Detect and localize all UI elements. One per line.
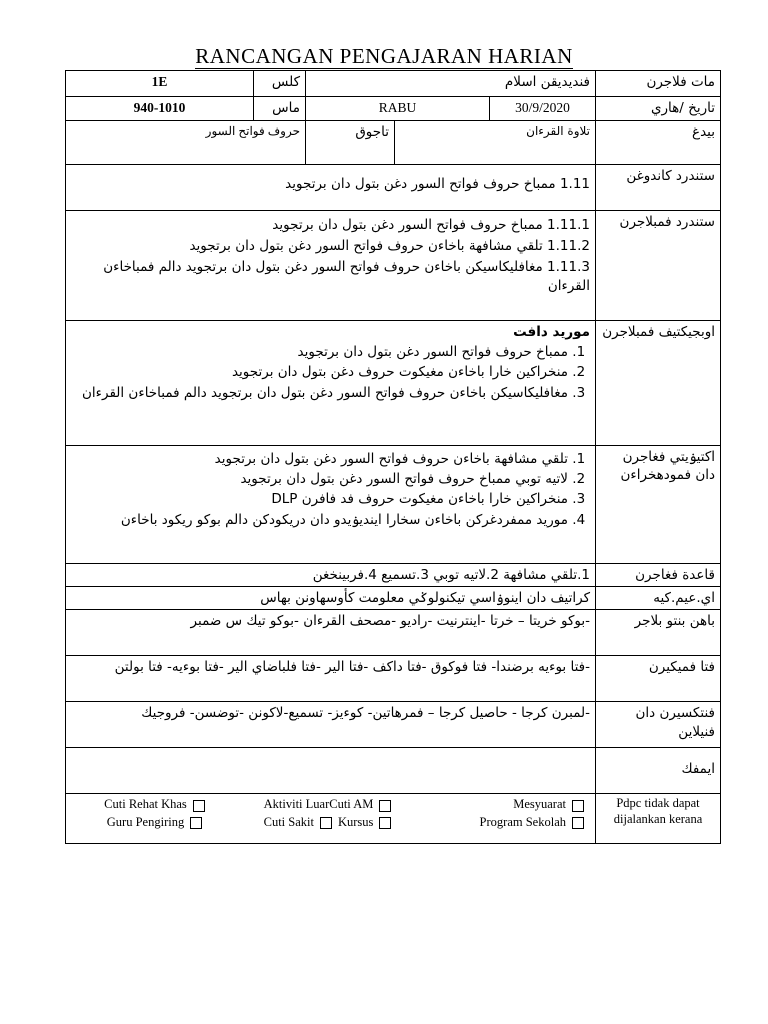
eme-text: كراتيف دان اينوۏاسي تيكنولوݢي معلومت كأوسهاونن بهاس — [66, 587, 596, 610]
class-value: 1E — [66, 71, 254, 97]
checkbox[interactable] — [320, 817, 332, 829]
activity-item: 2. لاتيه توبي ممباخ حروف فواتح السور دغن بتول دان برتجويد — [71, 470, 568, 488]
lesson-plan-table — [65, 70, 721, 844]
subject-label: مات فلاجرن — [596, 71, 721, 97]
standard-kandungan-text: 1.11 ممباخ حروف فواتح السور دغن بتول دان برتجويد — [66, 165, 596, 211]
standard-pembelajaran-item: 1.11.2 تلقي مشافهة باخاءن حروف فواتح السور دغن بتول دان برتجويد — [189, 238, 590, 255]
standard-kandungan-label: ستندرد كاندوغن — [596, 165, 721, 211]
reflection-text[interactable] — [66, 748, 596, 794]
checkbox[interactable] — [379, 817, 391, 829]
date-value: 30/9/2020 — [490, 97, 596, 121]
standard-pembelajaran-label: ستندرد فمبلاجرن — [596, 211, 721, 321]
time-label: ماس — [254, 97, 306, 121]
eme-label: اي.عيم.كيه — [596, 587, 721, 610]
day-value: RABU — [306, 97, 490, 121]
thinking-maps-label: فتا فميكيرن — [596, 656, 721, 702]
objective-heading: موريد دافت — [513, 324, 590, 340]
assessment-text: -لمبرن كرجا - حاصيل كرجا – فمرهاتين- كوءيز- تسميع-لاكونن -توضسن- فروجيك — [66, 702, 596, 748]
activity-label: اكتيۏيتي فغاجرن دان فمودهخراءن — [596, 446, 721, 564]
method-text: 1.تلقي مشافهة 2.لاتيه توبي 3.تسميع 4.فربينخغن — [66, 564, 596, 587]
topic-value: حروف فواتح السور — [66, 121, 306, 165]
activity-item: 1. تلقي مشافهة باخاءن حروف فواتح السور دغن بتول دان برتجويد — [71, 450, 568, 468]
reason-label: Pdpc tidak dapat dijalankan kerana — [596, 794, 721, 844]
objective-label: اوبجيكتيف فمبلاجرن — [596, 321, 721, 446]
checkbox[interactable] — [379, 800, 391, 812]
cancellation-options — [66, 794, 596, 844]
assessment-label: فنتكسيرن دان فنيلاين — [596, 702, 721, 748]
teaching-aids-label: باهن بنتو بلاجر — [596, 610, 721, 656]
teaching-aids-text: -بوكو خريتا – خرتا -اينترنيت -راديو -مصحف القرءان -بوكو تيك س ضمبر — [66, 610, 596, 656]
objective-section — [66, 321, 596, 446]
topic-label: تاجوق — [306, 121, 395, 165]
option-program-sekolah[interactable]: Program Sekolah — [417, 814, 590, 831]
option-aktiviti-luar[interactable]: Aktiviti LuarCuti AM — [244, 796, 417, 813]
date-label: تاريخ /هاري — [596, 97, 721, 121]
option-cuti-sakit[interactable]: Cuti Sakit Kursus — [244, 814, 417, 831]
time-value: 940-1010 — [66, 97, 254, 121]
reflection-label: ايمفك — [596, 748, 721, 794]
standard-pembelajaran-item: 1.11.3 مغافليكاسيكن باخاءن حروف فواتح السور دغن بتول دان برتجويد دالم فمباخاءن القرءان — [103, 259, 590, 294]
objective-item: 2. منخراكين خارا باخاءن مغيكوت حروف دغن بتول دان برتجويد — [71, 363, 568, 381]
option-mesyuarat[interactable]: Mesyuarat — [417, 796, 590, 813]
standard-pembelajaran-item: 1.11.1 ممباخ حروف فواتح السور دغن بتول دان برتجويد — [272, 217, 590, 233]
activity-section — [66, 446, 596, 564]
field-value: تلاوة القرءان — [395, 121, 596, 165]
option-guru-pengiring[interactable]: Guru Pengiring — [71, 814, 244, 831]
checkbox[interactable] — [193, 800, 205, 812]
checkbox[interactable] — [190, 817, 202, 829]
class-label: کلس — [254, 71, 306, 97]
objective-item: 1. ممباخ حروف فواتح السور دغن بتول دان برتجويد — [71, 343, 568, 361]
objective-item: 3. مغافليكاسيكن باخاءن حروف فواتح السور دغن بتول دان برتجويد دالم فمباخاءن القرءان — [71, 384, 568, 402]
activity-item: 3. منخراكين خارا باخاءن مغيكوت حروف فد فافرن DLP — [71, 490, 568, 508]
subject-value: فنديديقن اسلام — [306, 71, 596, 97]
standard-pembelajaran-list — [66, 211, 596, 321]
method-label: قاعدة فغاجرن — [596, 564, 721, 587]
thinking-maps-text: -فتا بوءيه برضندا- فتا فوكوق -فتا داكف -فتا الير -فتا فلباضاي الير -فتا بوءيه- فتا بولتن — [66, 656, 596, 702]
page-title: RANCANGAN PENGAJARAN HARIAN — [195, 44, 573, 68]
checkbox[interactable] — [572, 817, 584, 829]
activity-item: 4. موريد ممفردغركن باخاءن سخارا اينديۏيدو دان دريكودكن دالم بوكو ريكود باخاءن — [71, 511, 568, 529]
field-label: بيدغ — [596, 121, 721, 165]
option-cuti-rehat-khas[interactable]: Cuti Rehat Khas — [71, 796, 244, 813]
checkbox[interactable] — [572, 800, 584, 812]
